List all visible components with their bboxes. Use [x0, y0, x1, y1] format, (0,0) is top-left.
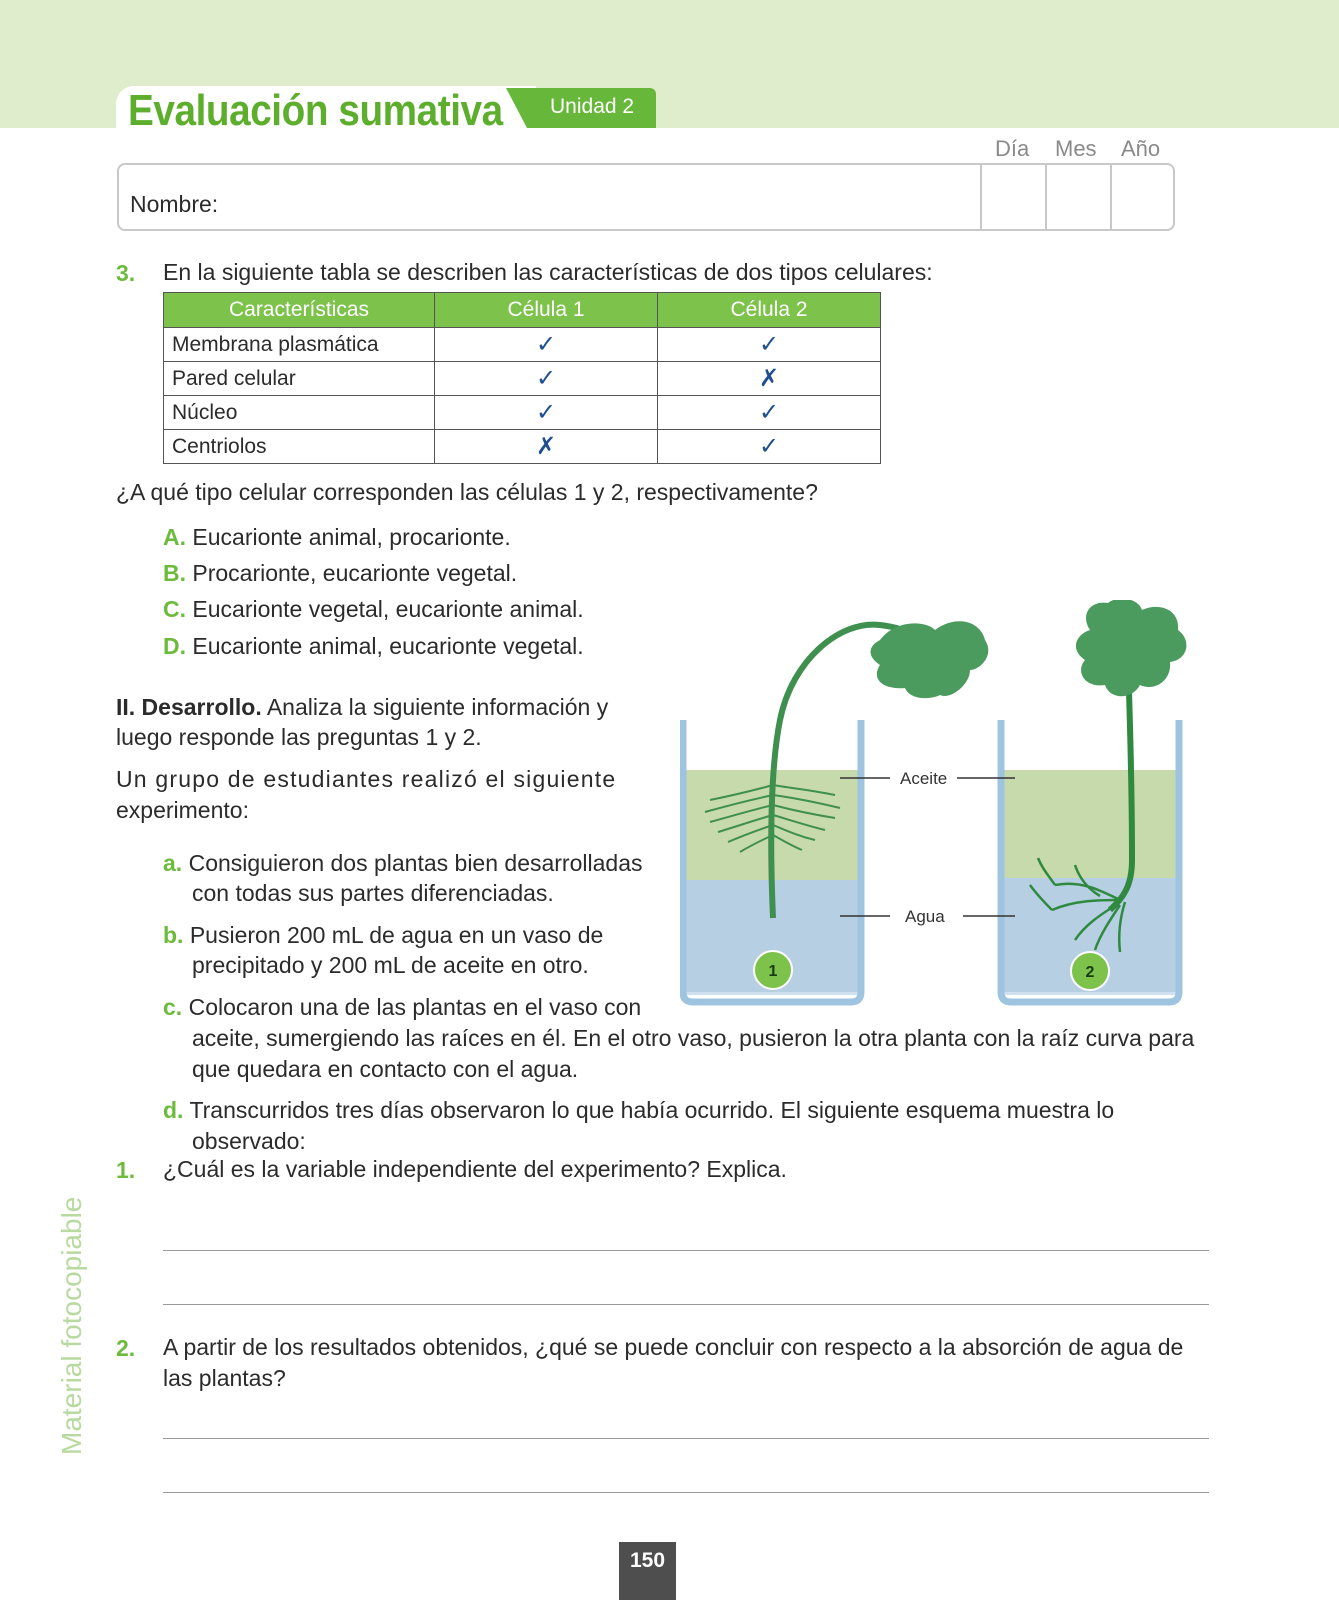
option-c[interactable]: [163, 594, 584, 625]
option-d[interactable]: [163, 631, 584, 662]
step-text: que quedara en contacto con el agua.: [192, 1056, 579, 1082]
step-d: [163, 1095, 1114, 1126]
option-text: Procarionte, eucarionte vegetal.: [192, 560, 518, 586]
table-header: Características: [164, 293, 435, 328]
year-label: Año: [1121, 136, 1161, 161]
step-letter: c.: [163, 994, 183, 1020]
section-heading: II. Desarrollo.: [116, 694, 262, 720]
step-text: Consiguieron dos plantas bien desarrolladas: [188, 850, 643, 876]
option-text: Eucarionte animal, procarionte.: [192, 524, 511, 550]
table-row: [164, 362, 881, 396]
name-label: Nombre:: [130, 191, 219, 217]
question-text: A partir de los resultados obtenidos, ¿qué se puede concluir con respecto a la absorción de agua de: [163, 1334, 1184, 1360]
step-letter: a.: [163, 850, 183, 876]
step-text: Transcurridos tres días observaron lo que había ocurrido. El siguiente esquema muestra lo: [189, 1097, 1115, 1123]
step-letter: b.: [163, 922, 184, 948]
table-row: [164, 396, 881, 430]
check-icon: ✓: [435, 328, 658, 362]
check-icon: ✓: [435, 396, 658, 430]
question-number: 2.: [116, 1335, 136, 1361]
check-icon: ✓: [435, 362, 658, 396]
step-letter: d.: [163, 1097, 184, 1123]
beaker-number: 1: [768, 963, 778, 980]
option-a[interactable]: [163, 522, 511, 553]
option-letter: A.: [163, 524, 186, 550]
step-c: [163, 992, 641, 1023]
question-text: ¿Cuál es la variable independiente del experimento? Explica.: [163, 1156, 787, 1182]
name-field[interactable]: [117, 163, 1175, 231]
experiment-line: Un grupo de estudiantes realizó el siguiente: [116, 766, 617, 792]
section-intro: [116, 692, 656, 723]
option-letter: B.: [163, 560, 186, 586]
year-field[interactable]: [1110, 165, 1175, 229]
option-b[interactable]: [163, 558, 517, 589]
step-text: Colocaron una de las plantas en el vaso con: [188, 994, 642, 1020]
question-prompt: En la siguiente tabla se describen las características de dos tipos celulares:: [163, 259, 933, 285]
question-number: 1.: [116, 1157, 136, 1183]
table-cell: Pared celular: [164, 362, 435, 396]
option-text: Eucarionte vegetal, eucarionte animal.: [192, 596, 584, 622]
option-text: Eucarionte animal, eucarionte vegetal.: [192, 633, 584, 659]
step-text: aceite, sumergiendo las raíces en él. En el otro vaso, pusieron la otra planta con la raíz curva para: [192, 1025, 1195, 1051]
day-label: Día: [995, 136, 1030, 161]
step-text: precipitado y 200 mL de aceite en otro.: [192, 952, 589, 978]
answer-line[interactable]: [163, 1438, 1209, 1439]
table-header-row: [164, 293, 881, 328]
cross-icon: ✗: [658, 362, 881, 396]
answer-line[interactable]: [163, 1304, 1209, 1305]
check-icon: ✓: [658, 396, 881, 430]
step-b: [163, 920, 603, 951]
answer-line[interactable]: [163, 1492, 1209, 1493]
cell-comparison-table: [163, 292, 881, 464]
beaker-number: 2: [1085, 964, 1095, 981]
month-label: Mes: [1055, 136, 1097, 161]
table-cell: Centriolos: [164, 430, 435, 464]
step-text: Pusieron 200 mL de agua en un vaso de: [189, 922, 604, 948]
step-a: [163, 848, 642, 879]
table-cell: Núcleo: [164, 396, 435, 430]
experiment-diagram: [680, 600, 1220, 1010]
check-icon: ✓: [658, 328, 881, 362]
answer-line[interactable]: [163, 1250, 1209, 1251]
step-text: con todas sus partes diferenciadas.: [192, 880, 554, 906]
oil-label: Aceite: [900, 769, 948, 788]
option-letter: D.: [163, 633, 186, 659]
intro-line: Analiza la siguiente información y: [266, 694, 609, 720]
table-cell: Membrana plasmática: [164, 328, 435, 362]
water-label: Agua: [905, 907, 945, 926]
cross-icon: ✗: [435, 430, 658, 464]
photocopiable-label: Material fotocopiable: [56, 1196, 87, 1455]
month-field[interactable]: [1045, 165, 1110, 229]
table-row: [164, 430, 881, 464]
table-header: Célula 1: [435, 293, 658, 328]
day-field[interactable]: [980, 165, 1045, 229]
page-title: Evaluación sumativa: [128, 86, 503, 135]
question-text: las plantas?: [163, 1365, 286, 1391]
table-header: Célula 2: [658, 293, 881, 328]
check-icon: ✓: [658, 430, 881, 464]
unit-label: Unidad 2: [550, 95, 635, 118]
experiment-line: experimento:: [116, 797, 249, 823]
intro-line: luego responde las preguntas 1 y 2.: [116, 724, 482, 750]
question-text: ¿A qué tipo celular corresponden las células 1 y 2, respectivamente?: [116, 479, 818, 505]
page-number: 150: [619, 1542, 676, 1600]
option-letter: C.: [163, 596, 186, 622]
table-row: [164, 328, 881, 362]
question-number: 3.: [116, 260, 136, 286]
step-text: observado:: [192, 1128, 306, 1154]
